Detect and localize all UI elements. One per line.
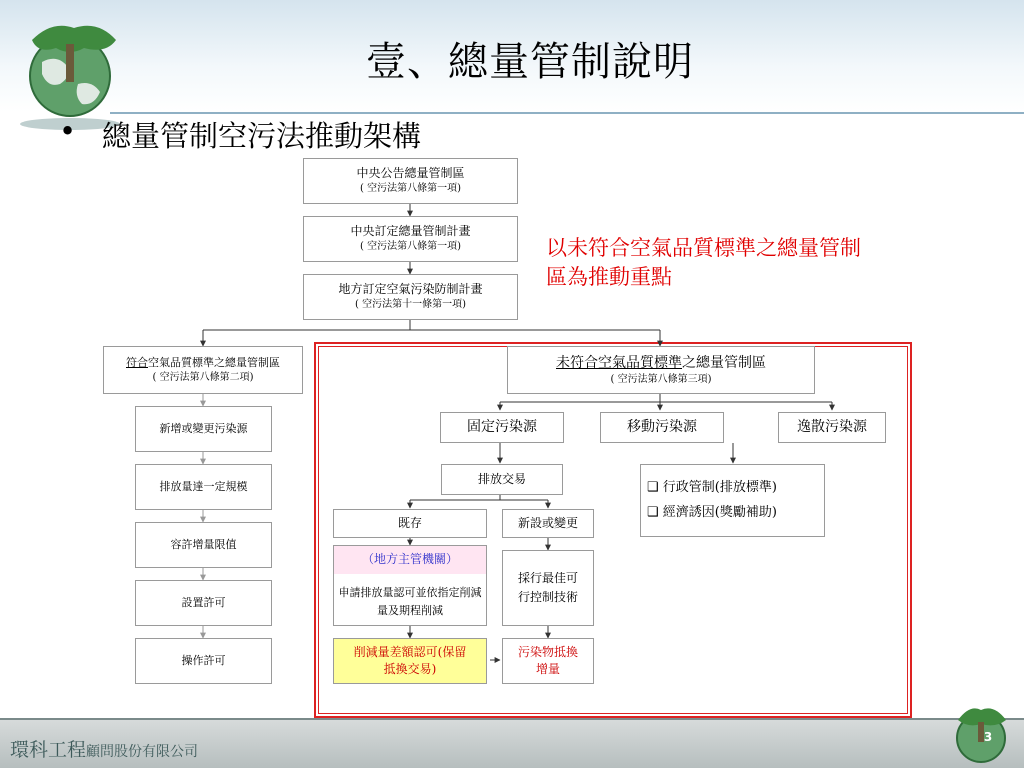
bullet-text: 總量管制空污法推動架構 bbox=[102, 119, 422, 153]
trade-label: 排放交易 bbox=[477, 471, 526, 486]
box-subline: ( 空污法第八條第一項) bbox=[360, 183, 461, 195]
mobile-measures-box bbox=[640, 464, 825, 537]
stationary-source-box bbox=[440, 412, 564, 443]
box-subline: ( 空污法第十一條第一項) bbox=[355, 299, 466, 311]
offset-box bbox=[502, 638, 594, 684]
source-label: 固定污染源 bbox=[467, 419, 537, 436]
measure-item bbox=[647, 479, 777, 498]
box-line: 地方訂定空氣污染防制計畫 bbox=[338, 282, 483, 297]
new-change-box bbox=[502, 509, 594, 538]
emission-trading-box bbox=[441, 464, 563, 495]
left-step-3 bbox=[135, 522, 272, 568]
mobile-source-box bbox=[600, 412, 724, 443]
step-label: 操作許可 bbox=[181, 654, 226, 668]
box-subline: ( 空污法第八條第三項) bbox=[610, 373, 712, 385]
left-step-2 bbox=[135, 464, 272, 510]
measure-label: 行政管制(排放標準) bbox=[662, 479, 777, 495]
page-title: 壹、總量管制說明 bbox=[366, 39, 694, 85]
bact-box bbox=[502, 550, 594, 626]
credit-box bbox=[333, 638, 487, 684]
page-number: 3 bbox=[983, 730, 993, 744]
central-announcement-box bbox=[303, 158, 518, 204]
bullet-marker: • bbox=[59, 114, 77, 148]
source-label: 逸散污染源 bbox=[797, 419, 867, 436]
left-step-5 bbox=[135, 638, 272, 684]
measure-item bbox=[647, 504, 777, 523]
offset-label: 污染物抵換增量 bbox=[517, 644, 578, 676]
box-line bbox=[556, 353, 766, 373]
box-line-rest: 空氣品質標準之總量管制區 bbox=[148, 355, 280, 369]
box-line bbox=[126, 355, 280, 371]
checkbox-icon: ❑ bbox=[647, 479, 659, 495]
left-step-4 bbox=[135, 580, 272, 626]
apply-label: 申請排放量認可並依指定削減量及期程削減 bbox=[338, 586, 482, 617]
authority-label: （地方主管機關） bbox=[334, 546, 486, 574]
measure-label: 經濟誘因(獎勵補助) bbox=[662, 504, 777, 520]
noncompliant-zone-box bbox=[507, 346, 815, 394]
local-plan-box bbox=[303, 274, 518, 320]
step-label: 設置許可 bbox=[181, 596, 226, 610]
company-main: 環科工程 bbox=[10, 739, 87, 761]
underlined-text: 未符合空氣品質標準 bbox=[556, 354, 682, 371]
checkbox-icon: ❑ bbox=[647, 504, 659, 520]
step-label: 容許增量限值 bbox=[170, 538, 237, 552]
central-plan-box bbox=[303, 216, 518, 262]
authority-apply-box bbox=[333, 545, 487, 626]
box-line-rest: 之總量管制區 bbox=[682, 354, 766, 371]
fugitive-source-box bbox=[778, 412, 886, 443]
box-line: 中央訂定總量管制計畫 bbox=[350, 224, 471, 239]
box-line: 中央公告總量管制區 bbox=[356, 166, 465, 181]
credit-label: 削減量差額認可(保留抵換交易) bbox=[353, 644, 467, 676]
step-label: 新增或變更污染源 bbox=[159, 422, 248, 436]
box-subline: ( 空污法第八條第一項) bbox=[360, 241, 461, 253]
footer-divider bbox=[0, 718, 1024, 720]
existing-label: 既存 bbox=[397, 515, 422, 530]
compliant-zone-box bbox=[103, 346, 303, 394]
left-step-1 bbox=[135, 406, 272, 452]
emphasis-note: 以未符合空氣品質標準之總量管制區為推動重點 bbox=[546, 236, 861, 290]
step-label: 排放量達一定規模 bbox=[159, 480, 248, 494]
source-label: 移動污染源 bbox=[627, 419, 697, 436]
existing-source-box bbox=[333, 509, 487, 538]
company-name bbox=[10, 735, 198, 762]
company-rest: 顧問股份有限公司 bbox=[86, 744, 199, 760]
bact-label: 採行最佳可行控制技術 bbox=[517, 570, 578, 604]
new-change-label: 新設或變更 bbox=[517, 515, 578, 530]
box-subline: ( 空污法第八條第二項) bbox=[152, 371, 254, 383]
underlined-text: 符合 bbox=[126, 355, 148, 369]
